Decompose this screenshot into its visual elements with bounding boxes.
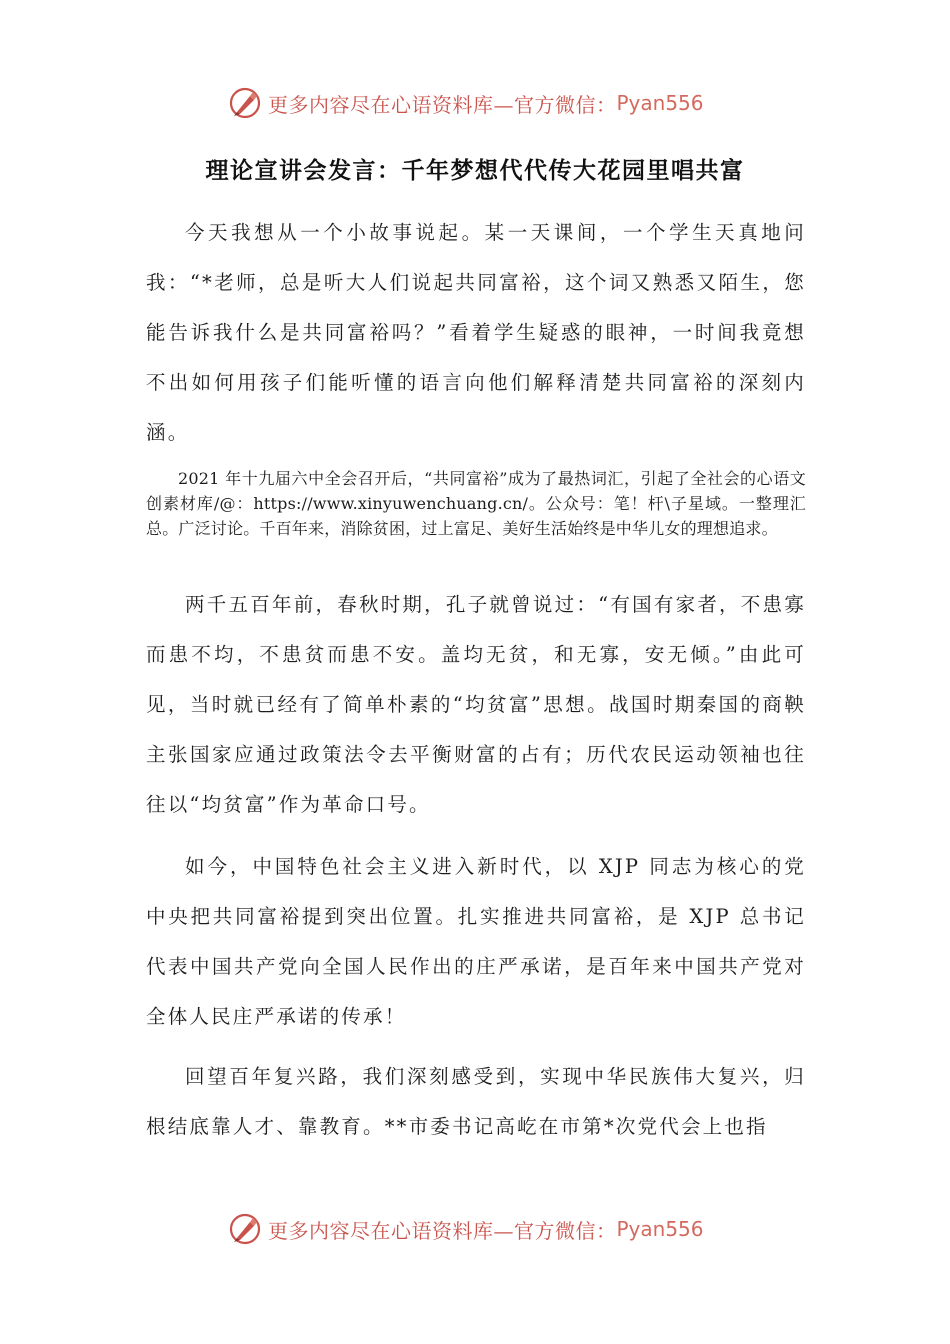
paragraph-5: 回望百年复兴路，我们深刻感受到，实现中华民族伟大复兴，归根结底靠人才、靠教育。**市委书记高屹在市第*次党代会上也指 bbox=[146, 1065, 806, 1138]
paragraph-4: 如今，中国特色社会主义进入新时代，以 XJP 同志为核心的党中央把共同富裕提到突出位置。扎实推进共同富裕，是 XJP 总书记代表中国共产党向全国人民作出的庄严承诺，是百年来中国共产党对全体人民庄严承诺的传承！ bbox=[146, 855, 806, 1028]
page-title: 理论宣讲会发言：千年梦想代代传大花园里唱共富 bbox=[205, 157, 745, 184]
pen-nib-logo-icon bbox=[228, 1212, 262, 1246]
header-banner bbox=[228, 86, 728, 120]
pen-nib-logo-icon bbox=[228, 86, 262, 120]
header-banner-handle: Pyan556 bbox=[616, 91, 704, 115]
footer-banner-handle: Pyan556 bbox=[616, 1217, 704, 1241]
paragraph-2: 2021 年十九届六中全会召开后，“共同富裕”成为了最热词汇，引起了全社会的心语文创素材库/@：https://www.xinyuwenchuang.cn/。公众号：笔！杆\子星域。一整理汇总。广泛讨论。千百年来，消除贫困，过上富足、美好生活始终是中华儿女的理想追求。 bbox=[146, 469, 806, 538]
footer-banner bbox=[228, 1212, 728, 1246]
paragraph-1: 今天我想从一个小故事说起。某一天课间，一个学生天真地问我：“*老师，总是听大人们说起共同富裕，这个词又熟悉又陌生，您能告诉我什么是共同富裕吗？”看着学生疑惑的眼神，一时间我竟想不出如何用孩子们能听懂的语言向他们解释清楚共同富裕的深刻内涵。 bbox=[146, 221, 806, 444]
header-banner-text: 更多内容尽在心语资料库—官方微信： bbox=[268, 92, 617, 117]
footer-banner-text: 更多内容尽在心语资料库—官方微信： bbox=[268, 1218, 617, 1243]
paragraph-3: 两千五百年前，春秋时期，孔子就曾说过：“有国有家者，不患寡而患不均，不患贫而患不安。盖均无贫，和无寡，安无倾。”由此可见，当时就已经有了简单朴素的“均贫富”思想。战国时期秦国的商鞅主张国家应通过政策法令去平衡财富的占有；历代农民运动领袖也往往以“均贫富”作为革命口号。 bbox=[146, 593, 806, 816]
